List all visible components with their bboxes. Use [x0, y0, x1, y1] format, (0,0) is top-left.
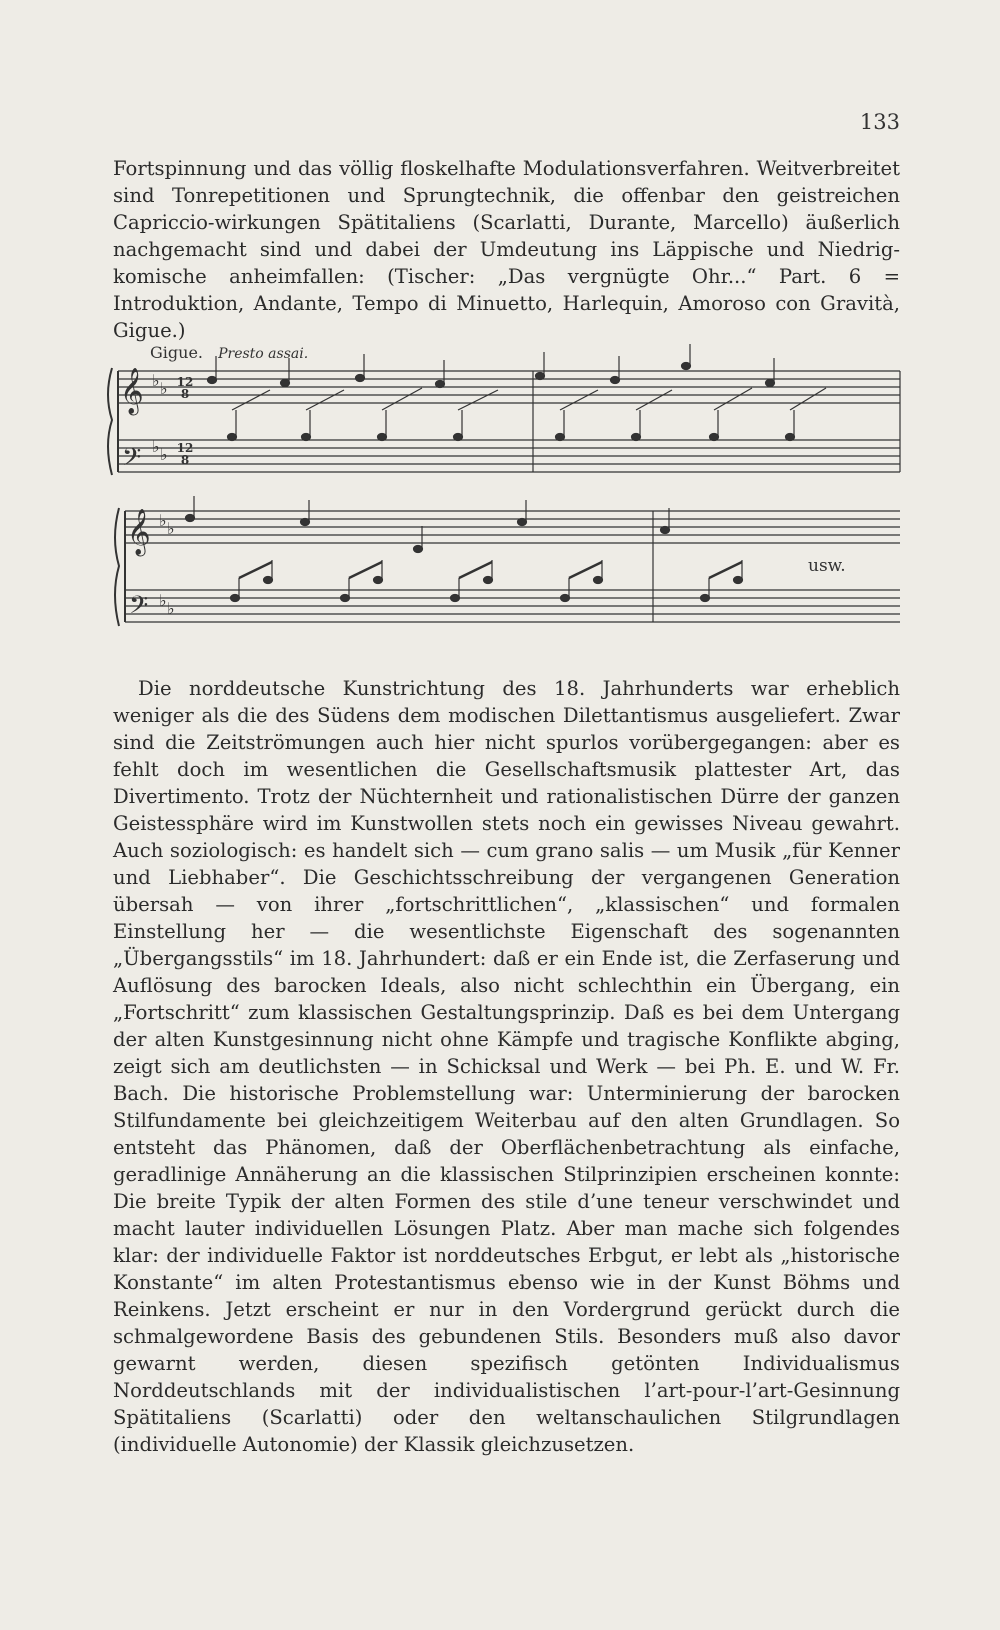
- svg-text:♭: ♭: [159, 591, 167, 610]
- system-1-bass-staff: [118, 440, 900, 472]
- system-1-bass-notes: [228, 410, 795, 441]
- time-sig-numerator: 12: [176, 441, 194, 455]
- time-sig-numerator: 12: [176, 375, 194, 389]
- time-sig-denominator: 8: [180, 387, 190, 401]
- svg-text:♭: ♭: [167, 599, 175, 618]
- paragraph-main: Die norddeutsche Kunstrichtung des 18. Jahrhunderts war erheblich weniger als die des Südens dem modischen Dilettantismus ausgeliefert. Zwar sind die Zeitströmungen auch hier nicht spurlos vorübergegangen: aber es fehlt doch im wesentlichen die Gesellschaftsmusik plattester Art, das Divertimento. Trotz der Nüchternheit und rationalistischen Dürre der ganzen Geistessphäre wird im Kunstwollen stets noch ein gewisses Niveau gewahrt. Auch soziologisch: es handelt sich — cum grano salis — um Musik „für Kenner und Liebhaber“. Die Geschichtsschreibung der vergangenen Generation übersah — von ihrer „fortschrittlichen“, „klassischen“ und formalen Einstellung her — die wesentlichste Eigenschaft des sogenannten „Übergangsstils“ im 18. Jahrhundert: daß er ein Ende ist, die Zerfaserung und Auflösung des barocken Ideals, also nicht schlechthin ein Übergang, ein „Fortschritt“ zum klassischen Gestaltungsprinzip. Daß es bei dem Untergang der alten Kunstgesinnung nicht ohne Kämpfe und tragische Konflikte abging, zeigt sich am deutlichsten — in Schicksal und Werk — bei Ph. E. und W. Fr. Bach. Die historische Problemstellung war: Unterminierung der barocken Stilfundamente bei gleichzeitigem Weiterbau auf den alten Grundlagen. So entsteht das Phänomen, daß der Oberflächenbetrachtung als einfache, geradlinige Annäherung an die klassischen Stilprinzipien erscheinen konnte: Die breite Typik der alten Formen des stile d’une teneur verschwindet und macht lauter individuellen Lösungen Platz. Aber man mache sich folgendes klar: der individuelle Faktor ist norddeutsches Erbgut, er lebt als „historische Konstante“ im alten Protestantismus ebenso wie in der Kunst Böhms und Reinkens. Jetzt erscheint er nur in den Vordergrund gerückt durch die schmalgewordene Basis des gebundenen Stils. Besonders muß also davor gewarnt werden, diesen spezifisch getönten Individualismus Norddeutschlands mit der individualistischen l’art-pour-l’art-Gesinnung Spätitaliens (Scarlatti) oder den weltanschaulichen Stilgrundlagen (individuelle Autonomie) der Klassik gleichzusetzen.: [113, 677, 900, 1456]
- time-sig-denominator: 8: [180, 453, 190, 467]
- treble-clef-icon: 𝄞: [127, 509, 151, 555]
- bass-clef-icon: 𝄢: [122, 443, 142, 478]
- page-number: 133: [859, 110, 900, 134]
- system-2-treble-notes: [186, 496, 670, 553]
- treble-clef-icon: 𝄞: [120, 368, 144, 414]
- system-2-treble-staff: [125, 511, 900, 543]
- svg-text:♭: ♭: [160, 445, 168, 464]
- system-1-treble-notes: [208, 344, 827, 410]
- paragraph-intro: Fortspinnung und das völlig floskelhafte Modulationsverfahren. Weitverbreitet sind Tonrepetitionen und Sprungtechnik, die offenbar den geistreichen Capriccio-wirkungen Spätitaliens (Scarlatti, Durante, Marcello) äußerlich nachgemacht sind und dabei der Umdeutung ins Läppische und Niedrig-komische anheimfallen: (Tischer: „Das vergnügte Ohr...“ Part. 6 = Introduktion, Andante, Tempo di Minuetto, Harlequin, Amoroso con Gravità, Gigue.): [113, 157, 900, 342]
- svg-text:♭: ♭: [152, 371, 160, 390]
- system-2-bass-notes: [231, 560, 743, 602]
- system-2-bass-staff: [125, 590, 900, 622]
- svg-text:♭: ♭: [167, 519, 175, 538]
- music-score: [0, 0, 1000, 660]
- svg-text:♭: ♭: [152, 437, 160, 456]
- bass-clef-icon: 𝄢: [129, 591, 149, 626]
- music-tempo: Presto assai.: [218, 346, 309, 362]
- svg-text:♭: ♭: [159, 511, 167, 530]
- music-continuation-mark: usw.: [808, 556, 846, 576]
- music-title: Gigue.: [150, 343, 203, 362]
- system-1-treble-staff: [118, 371, 900, 403]
- svg-text:♭: ♭: [160, 379, 168, 398]
